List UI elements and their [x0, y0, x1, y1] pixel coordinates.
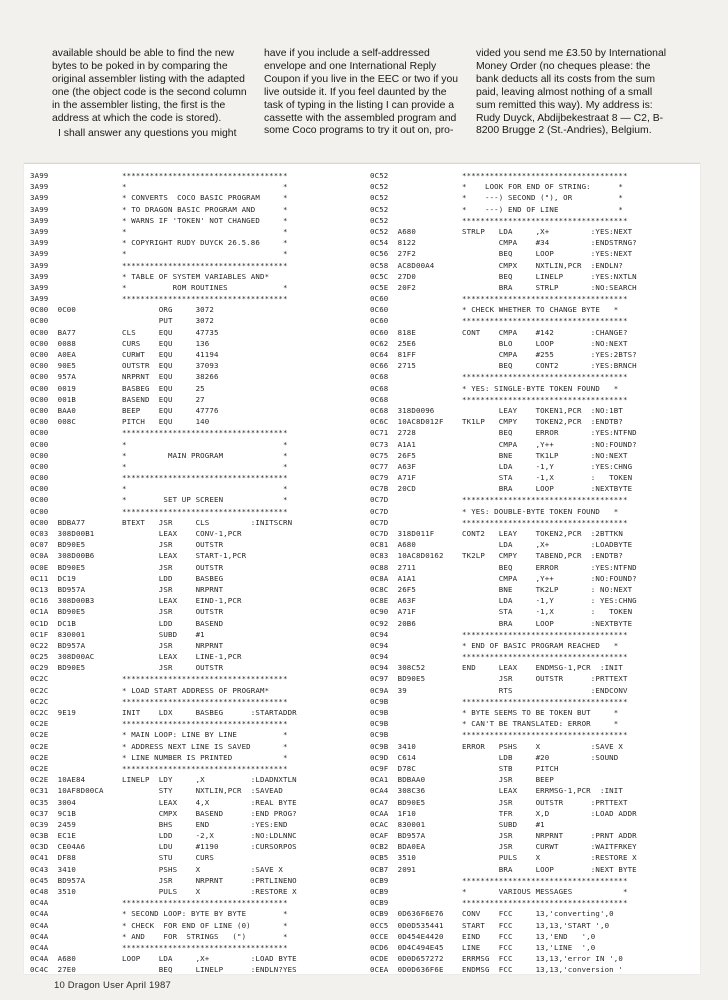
- listing-line: 0C00 BAA0 BEEP EQU 47776: [30, 405, 219, 415]
- listing-line: 0C9D C614 LDB #20 :SOUND: [370, 752, 619, 762]
- listing-line: 0C00 A0EA CURWT EQU 41194: [30, 350, 219, 359]
- listing-line: 0C2E * LINE NUMBER IS PRINTED *: [30, 752, 288, 762]
- listing-line: 0C5C 27D0 BEQ LINELP :YES:NXTLN: [370, 271, 637, 281]
- listing-line: 0C7D * YES: DOUBLE-BYTE TOKEN FOUND *: [370, 506, 619, 516]
- listing-line: 0CB7 2091 BRA LOOP :NEXT BYTE: [370, 864, 637, 874]
- listing-line: 0C2E * ADDRESS NEXT LINE IS SAVED *: [30, 741, 288, 751]
- listing-line: 0C60 ************************************: [370, 316, 628, 326]
- listing-line: 0C94 308C52 END LEAX ENDMSG-1,PCR :INIT: [370, 663, 623, 673]
- assembler-listing: [24, 163, 700, 974]
- listing-line: 0C00 PUT 3072: [30, 316, 214, 326]
- listing-line: 3A99 ************************************: [30, 294, 288, 304]
- listing-line: 0C00 BDBA77 BTEXT JSR CLS :INITSCRN: [30, 517, 293, 527]
- listing-line: 0C2C * LOAD START ADDRESS OF PROGRAM*: [30, 685, 270, 695]
- listing-line: 3A99 * *: [30, 249, 288, 259]
- listing-line: 0C58 AC8D00A4 CMPX NXTLIN,PCR :ENDLN?: [370, 260, 623, 270]
- listing-line: 0C1D DC1B LDD BASEND: [30, 618, 224, 628]
- listing-line: 0C2E * MAIN LOOP: LINE BY LINE *: [30, 730, 288, 740]
- listing-line: 0C54 8122 CMPA #34 :ENDSTRNG?: [370, 238, 637, 248]
- listing-line: 0C3D CE04A6 LDU #1190 :CURSORPOS: [30, 842, 297, 852]
- listing-line: 0C4C 27E0 BEQ LINELP :ENDLN?YES: [30, 965, 297, 974]
- listing-line: 0CB2 BDA0EA JSR CURWT :WAITFRKEY: [370, 842, 637, 852]
- listing-column-left: [30, 170, 297, 974]
- listing-line: 0CAC 830001 SUBD #1: [370, 819, 545, 829]
- listing-line: 0C8A A1A1 CMPA ,Y++ :NO:FOUND?: [370, 573, 637, 583]
- listing-line: 3A99 ************************************: [30, 260, 288, 270]
- listing-line: 0C9B * CAN'T BE TRANSLATED: ERROR *: [370, 719, 619, 729]
- listing-line: 0C68 318D0096 LEAY TOKEN1,PCR :NO:1BT: [370, 405, 623, 415]
- listing-line: 0C00 ************************************: [30, 473, 288, 483]
- listing-line: 0C9A 39 RTS :ENDCONV: [370, 685, 628, 695]
- listing-line: 0C35 3004 LEAX 4,X :REAL BYTE: [30, 797, 297, 807]
- listing-line: 3A99 * COPYRIGHT RUDY DUYCK 26.5.86 *: [30, 238, 288, 248]
- listing-line: 0C5E 20F2 BRA STRLP :NO:SEARCH: [370, 282, 637, 292]
- listing-line: 0C64 81FF CMPA #255 :YES:2BTS?: [370, 350, 637, 359]
- listing-line: 0C9F D78C STB PITCH: [370, 763, 559, 773]
- paragraph: vided you send me £3.50 by International Money Order (no cheques please: the bank deducts all its costs from the sum paid, leaving almost nothing of a small sum remitted this way). My address is: Rudy Duyck, Abdijbekestraat 8 — C2, B-8200 Brugge 2 (St.-Andries), Belgium.: [476, 48, 667, 137]
- listing-line: 0C2E ************************************: [30, 719, 288, 729]
- listing-line: 3A99 * WARNS IF 'TOKEN' NOT CHANGED *: [30, 215, 288, 225]
- listing-line: 0C7D ************************************: [370, 495, 628, 505]
- listing-line: 0C00 0088 CURS EQU 136: [30, 338, 210, 348]
- listing-line: 0C4A * SECOND LOOP: BYTE BY BYTE *: [30, 909, 288, 919]
- listing-line: 0C9B 3410 ERROR PSHS X :SAVE X: [370, 741, 623, 751]
- listing-line: 0C8C 26F5 BNE TK2LP : NO:NEXT: [370, 584, 633, 594]
- listing-line: 0C31 10AF8D00CA STY NXTLIN,PCR :SAVEAD: [30, 786, 283, 796]
- listing-line: 0C4A * AND FOR STRINGS (") *: [30, 931, 288, 941]
- article-text: [52, 48, 672, 168]
- listing-line: 0C81 A680 LDA ,X+ :LOADBYTE: [370, 540, 633, 550]
- listing-line: 0C4A * CHECK FOR END OF LINE (0) *: [30, 920, 288, 930]
- listing-line: 0C16 308D00B3 LEAX EIND-1,PCR: [30, 596, 242, 606]
- listing-line: 0C45 BD957A JSR NRPRNT :PRTLINENO: [30, 875, 297, 885]
- listing-line: 0C00 * SET UP SCREEN *: [30, 495, 288, 505]
- article-column-2: [264, 48, 460, 138]
- listing-line: 0C52 * LOOK FOR END OF STRING: *: [370, 182, 623, 192]
- listing-line: 0C6C 10AC8D012F TK1LP CMPY TOKEN2,PCR :ENDTB?: [370, 417, 623, 427]
- listing-line: 0C4A ************************************: [30, 898, 288, 908]
- listing-line: 0C0A 308D00B6 LEAX START-1,PCR: [30, 551, 247, 561]
- listing-line: 0C73 A1A1 CMPA ,Y++ :NO:FOUND?: [370, 439, 637, 449]
- listing-line: 0C00 957A NRPRNT EQU 38266: [30, 372, 219, 382]
- listing-line: 0C41 DF88 STU CURS: [30, 853, 214, 863]
- listing-line: 0C3B EC1E LDD -2,X :NO:LDLNNC: [30, 831, 297, 841]
- listing-line: 0CDE 0D0D657272 ERRMSG FCC 13,13,'error IN ',0: [370, 954, 623, 964]
- listing-line: 0CC5 0D0D535441 START FCC 13,13,'START ',0: [370, 920, 610, 930]
- listing-line: 0C94 ************************************: [370, 652, 628, 662]
- listing-line: 0CD6 0D4C494E45 LINE FCC 13,'LINE ',0: [370, 942, 596, 952]
- listing-line: 0C48 3510 PULS X :RESTORE X: [30, 887, 297, 896]
- listing-line: 0C00 * *: [30, 439, 288, 449]
- listing-line: 0C52 A680 STRLP LDA ,X+ :YES:NEXT: [370, 226, 633, 236]
- listing-line: 0CA4 308C36 LEAX ERRMSG-1,PCR :INIT: [370, 786, 623, 796]
- listing-line: 0C7B 20CD BRA LOOP :NEXTBYTE: [370, 484, 633, 494]
- listing-line: 0C52 ************************************: [370, 171, 628, 180]
- listing-line: 0C00 ************************************: [30, 506, 288, 516]
- listing-line: 0C66 2715 BEQ CONT2 :YES:BRNCH: [370, 361, 637, 371]
- listing-line: 0C00 BA77 CLS EQU 47735: [30, 327, 219, 337]
- listing-line: 0CAA 1F10 TFR X,D :LOAD ADDR: [370, 808, 637, 818]
- listing-line: 0C11 DC19 LDD BASBEG: [30, 573, 224, 583]
- listing-line: 0CEA 0D0D636F6E ENDMSG FCC 13,13,'conversion ': [370, 965, 623, 974]
- listing-line: 3A99 * ROM ROUTINES *: [30, 282, 288, 292]
- listing-line: 3A99 * CONVERTS COCO BASIC PROGRAM *: [30, 193, 288, 203]
- listing-line: 0C37 9C1B CMPX BASEND :END PROG?: [30, 808, 297, 818]
- listing-line: 0C43 3410 PSHS X :SAVE X: [30, 864, 283, 874]
- listing-line: 0C90 A71F STA -1,X : TOKEN: [370, 607, 633, 617]
- listing-line: 3A99 ************************************: [30, 171, 288, 180]
- listing-line: 0CB9 ************************************: [370, 875, 628, 885]
- listing-line: 0CB5 3510 PULS X :RESTORE X: [370, 853, 637, 863]
- listing-line: 0C7D ************************************: [370, 517, 628, 527]
- listing-line: 0C07 BD90E5 JSR OUTSTR: [30, 540, 224, 550]
- listing-line: 0C0E BD90E5 JSR OUTSTR: [30, 562, 224, 572]
- paragraph: available should be able to find the new bytes to be poked in by comparing the original assembler listing with the adapted one (the object code is the second column in the assembler listing, the first is the address at which the code is stored).: [52, 48, 247, 124]
- listing-line: 0C2C ************************************: [30, 696, 288, 706]
- listing-line: 0C79 A71F STA -1,X : TOKEN: [370, 473, 633, 483]
- paragraph: have if you include a self-addressed envelope and one International Reply Coupon if you live in the EEC or two if you live outside it. If you feel daunted by the task of typing in the listing I can provide a cassette with the assembled program and some Coco programs to try it out on, pro-: [264, 48, 459, 137]
- listing-line: 0C8E A63F LDA -1,Y : YES:CHNG: [370, 596, 637, 606]
- listing-line: 0C00 008C PITCH EQU 140: [30, 417, 210, 427]
- listing-line: 0C25 308D00AC LEAX LINE-1,PCR: [30, 652, 242, 662]
- listing-column-right: [370, 170, 637, 974]
- listing-line: 0C4A A680 LOOP LDA ,X+ :LOAD BYTE: [30, 954, 297, 964]
- listing-line: 0C68 * YES: SINGLE-BYTE TOKEN FOUND *: [370, 383, 619, 393]
- listing-line: 0C97 BD90E5 JSR OUTSTR :PRTTEXT: [370, 674, 628, 684]
- listing-line: 0C4A ************************************: [30, 942, 288, 952]
- listing-line: 0C88 2711 BEQ ERROR :YES:NTFND: [370, 562, 637, 572]
- listing-line: 0C52 ************************************: [370, 215, 628, 225]
- listing-line: 0C13 BD957A JSR NRPRNT: [30, 584, 224, 594]
- listing-line: 0C9B ************************************: [370, 696, 628, 706]
- listing-line: 0C2C 9E19 INIT LDX BASBEG :STARTADDR: [30, 708, 297, 717]
- listing-line: 0C00 * *: [30, 484, 288, 494]
- listing-line: 3A99 * TO DRAGON BASIC PROGRAM AND *: [30, 204, 288, 214]
- listing-line: 0CA7 BD90E5 JSR OUTSTR :PRTTEXT: [370, 797, 628, 807]
- listing-line: 0C60 ************************************: [370, 294, 628, 304]
- listing-line: 0C00 001B BASEND EQU 27: [30, 394, 205, 404]
- listing-line: 3A99 * *: [30, 182, 288, 192]
- listing-line: 3A99 * TABLE OF SYSTEM VARIABLES AND*: [30, 271, 270, 281]
- listing-line: 0C56 27F2 BEQ LOOP :YES:NEXT: [370, 249, 633, 259]
- listing-line: 0C39 2459 BHS END :YES:END: [30, 819, 288, 829]
- listing-line: 0C94 ************************************: [370, 629, 628, 639]
- listing-line: 0C00 0C00 ORG 3072: [30, 305, 214, 315]
- listing-line: 0C83 10AC8D0162 TK2LP CMPY TABEND,PCR :ENDTB?: [370, 551, 623, 561]
- listing-line: 0C7D 318D011F CONT2 LEAY TOKEN2,PCR :2BTTKN: [370, 529, 623, 538]
- listing-line: 0C92 20B6 BRA LOOP :NEXTBYTE: [370, 618, 633, 628]
- listing-line: 0C00 * MAIN PROGRAM *: [30, 450, 288, 460]
- listing-line: 0C68 ************************************: [370, 394, 628, 404]
- article-column-3: [476, 48, 672, 138]
- listing-line: 0CB9 * VARIOUS MESSAGES *: [370, 887, 628, 896]
- listing-line: 0C94 * END OF BASIC PROGRAM REACHED *: [370, 640, 619, 650]
- listing-line: 0C68 ************************************: [370, 372, 628, 382]
- listing-line: 3A99 * *: [30, 226, 288, 236]
- listing-line: 0CB9 0D636F6E76 CONV FCC 13,'converting',0: [370, 909, 614, 919]
- listing-line: 0C22 BD957A JSR NRPRNT: [30, 640, 224, 650]
- listing-line: 0CA1 BDBAA0 JSR BEEP: [370, 775, 554, 785]
- listing-line: 0C00 ************************************: [30, 428, 288, 438]
- listing-line: 0C29 BD90E5 JSR OUTSTR: [30, 663, 224, 673]
- listing-line: 0C52 * ---) END OF LINE *: [370, 204, 623, 214]
- page-footer: 10 Dragon User April 1987: [54, 980, 171, 991]
- article-column-1: [52, 48, 248, 141]
- listing-line: 0CCE 0D454E4420 EIND FCC 13,'END ',0: [370, 931, 596, 941]
- listing-line: 0C52 * ---) SECOND ("), OR *: [370, 193, 623, 203]
- listing-line: 0C1A BD90E5 JSR OUTSTR: [30, 607, 224, 617]
- listing-line: 0C62 25E6 BLO LOOP :NO:NEXT: [370, 338, 628, 348]
- listing-line: 0C03 308D00B1 LEAX CONV-1,PCR: [30, 529, 242, 538]
- paragraph: I shall answer any questions you might: [58, 128, 237, 140]
- listing-line: 0C9B ************************************: [370, 730, 628, 740]
- listing-line: 0C77 A63F LDA -1,Y :YES:CHNG: [370, 461, 633, 471]
- listing-line: 0C00 0019 BASBEG EQU 25: [30, 383, 205, 393]
- listing-line: 0C60 * CHECK WHETHER TO CHANGE BYTE *: [370, 305, 619, 315]
- listing-line: 0C00 90E5 OUTSTR EQU 37093: [30, 361, 219, 371]
- listing-line: 0CB9 ************************************: [370, 898, 628, 908]
- listing-line: 0C60 818E CONT CMPA #142 :CHANGE?: [370, 327, 628, 337]
- listing-line: 0C00 * *: [30, 461, 288, 471]
- listing-line: 0CAF BD957A JSR NRPRNT :PRNT ADDR: [370, 831, 637, 841]
- listing-line: 0C2E 10AE84 LINELP LDY ,X :LDADNXTLN: [30, 775, 297, 785]
- listing-line: 0C75 26F5 BNE TK1LP :NO:NEXT: [370, 450, 628, 460]
- listing-line: 0C71 2728 BEQ ERROR :YES:NTFND: [370, 428, 637, 438]
- listing-line: 0C1F 830001 SUBD #1: [30, 629, 205, 639]
- listing-line: 0C2E ************************************: [30, 763, 288, 773]
- listing-line: 0C9B * BYTE SEEMS TO BE TOKEN BUT *: [370, 708, 619, 717]
- listing-line: 0C2C ************************************: [30, 674, 288, 684]
